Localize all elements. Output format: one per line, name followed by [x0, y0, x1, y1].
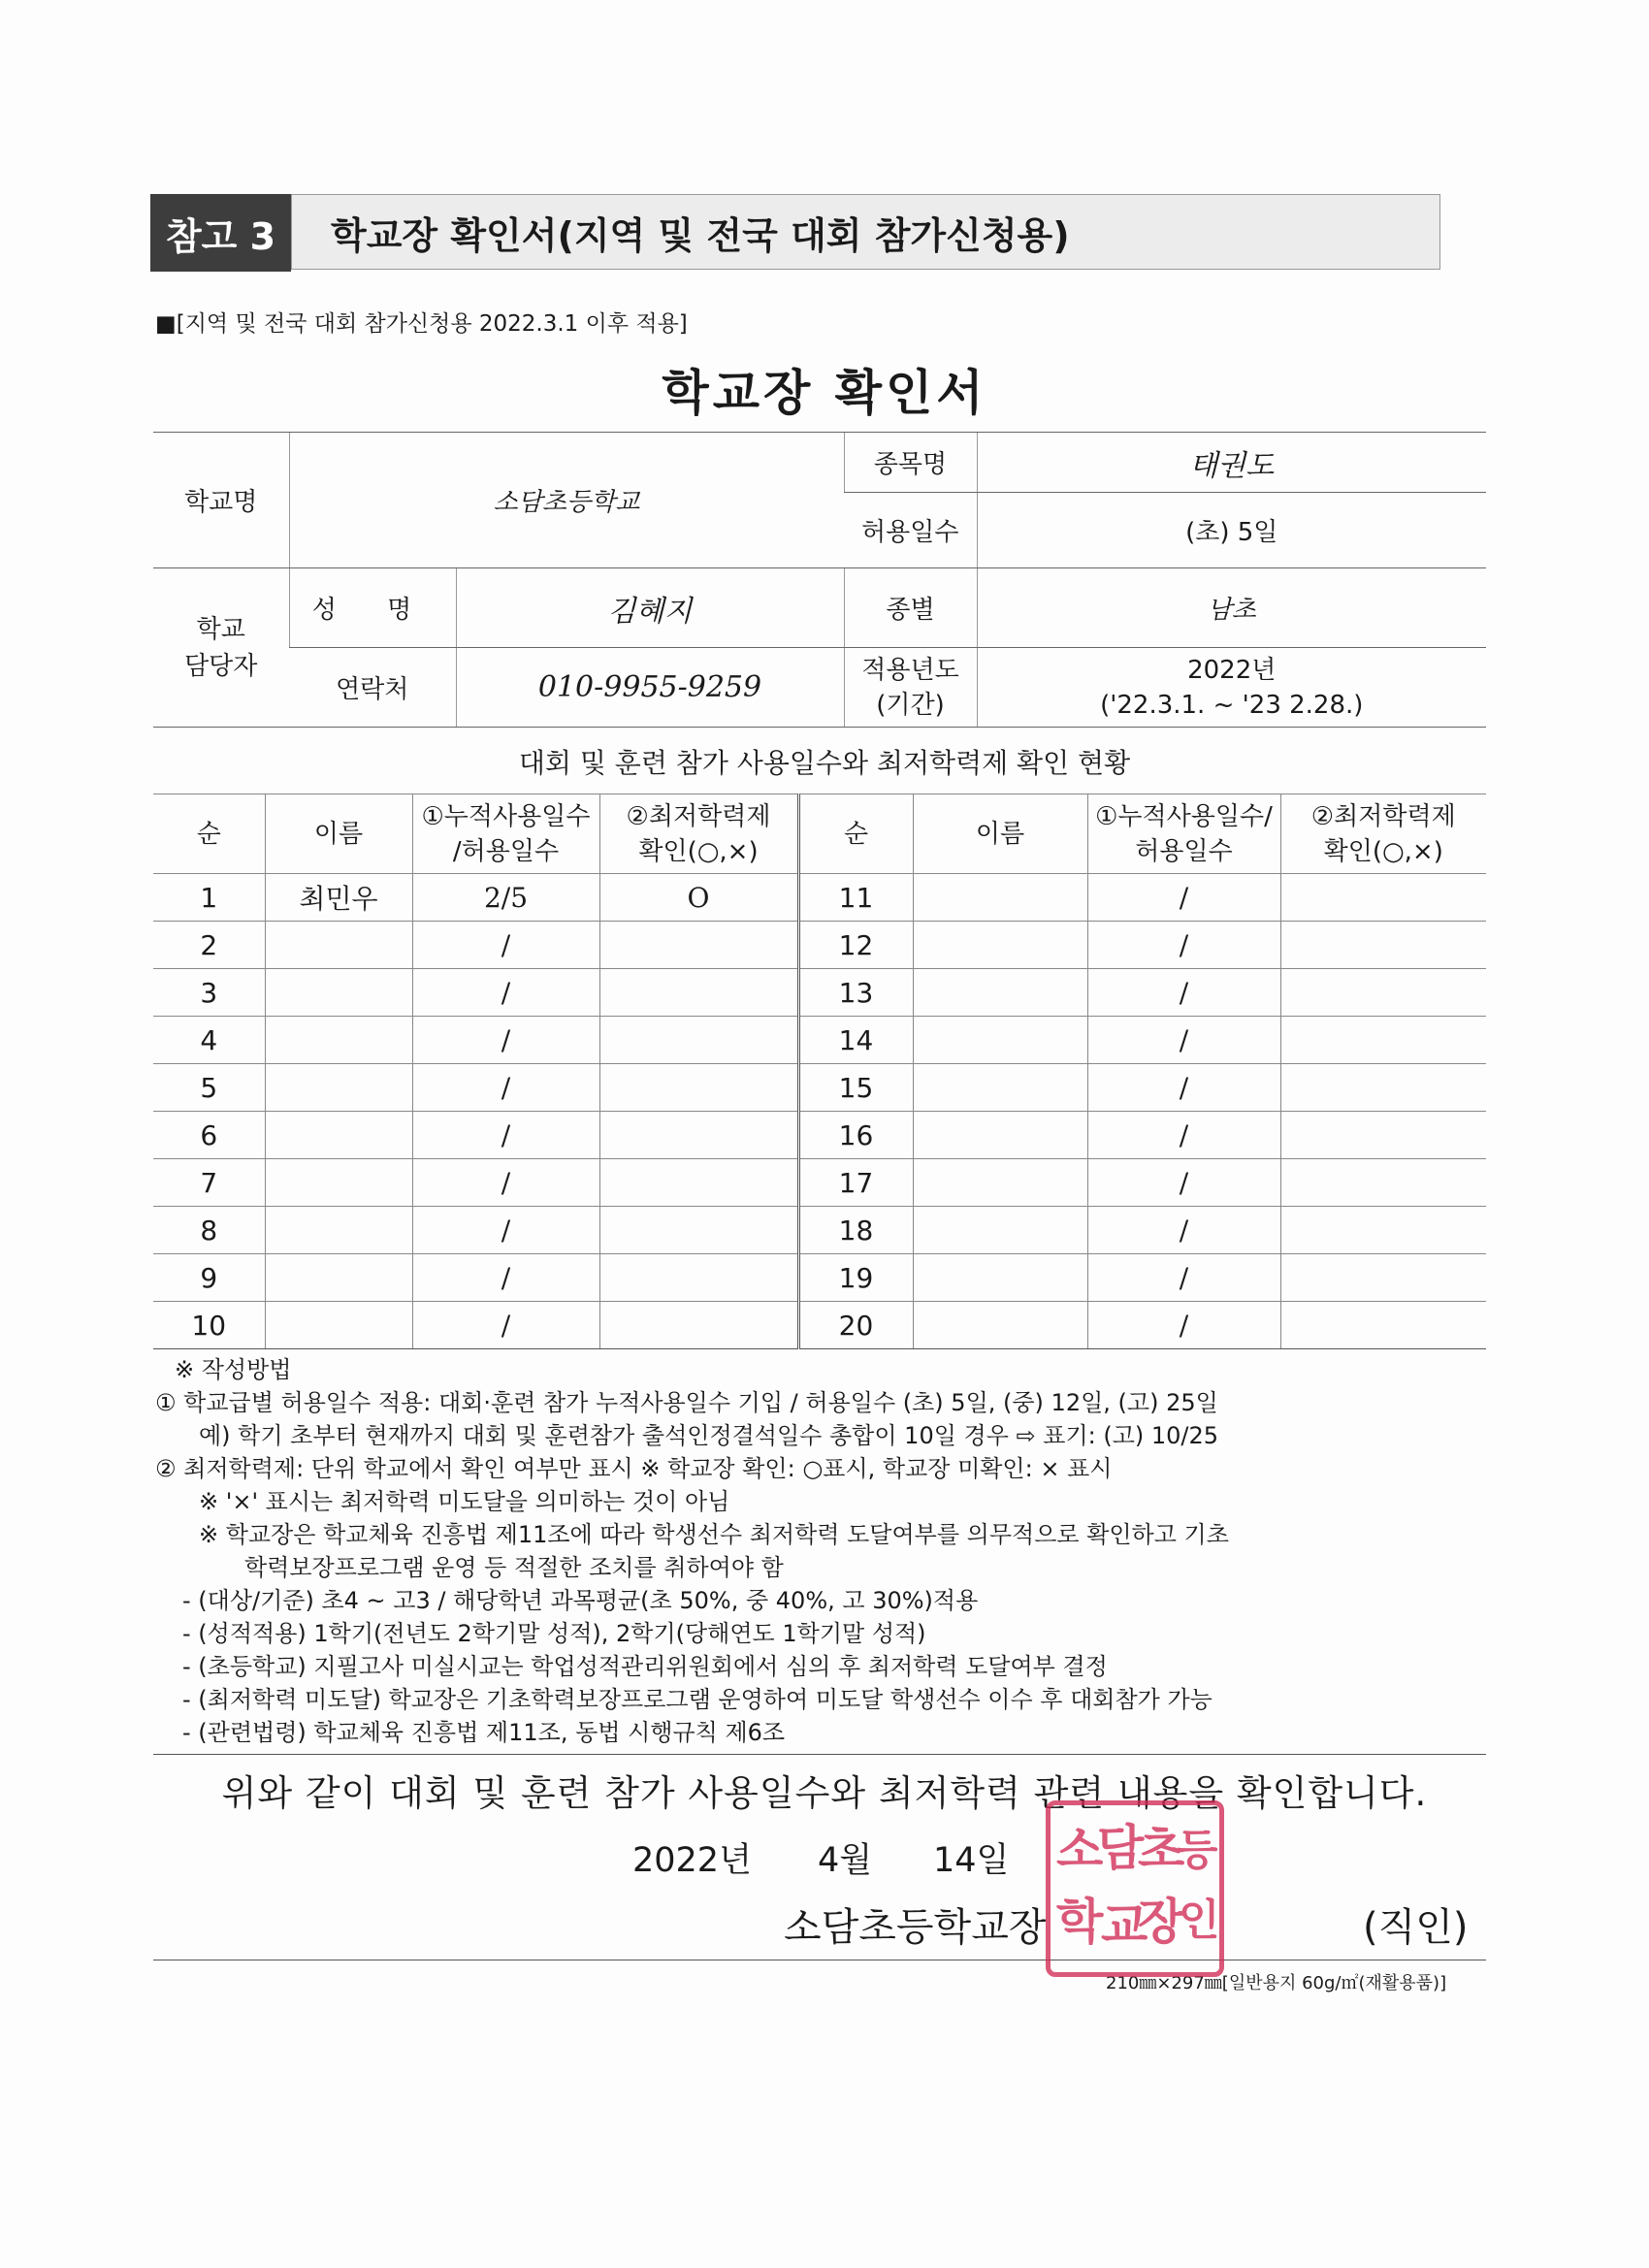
row-seq: 6: [153, 1112, 265, 1159]
table-row: [153, 1017, 1486, 1064]
year-value: 2022년: [1187, 655, 1277, 685]
row-name: [265, 1254, 412, 1302]
table-row: [153, 874, 1486, 922]
row-name: [265, 1159, 412, 1207]
header-min-academic: ②최저학력제 확인(○,×): [599, 794, 798, 874]
table-row: [153, 1064, 1486, 1112]
row-used-days-right: /: [1087, 1159, 1280, 1207]
row-name-right: [913, 1302, 1087, 1349]
row-seq: 3: [153, 969, 265, 1017]
reference-badge: 참고 3: [150, 194, 291, 272]
header-seq-right: 순: [798, 794, 913, 874]
table-row: [153, 1207, 1486, 1254]
date-year: 2022년: [632, 1841, 752, 1880]
row-seq-right: 11: [798, 874, 913, 922]
row-seq: 10: [153, 1302, 265, 1349]
row-used-days: /: [412, 1064, 599, 1112]
row-min-academic-right: [1280, 1207, 1486, 1254]
row-name-right: [913, 969, 1087, 1017]
row-name-right: [913, 1064, 1087, 1112]
header-used-days: ①누적사용일수 /허용일수: [412, 794, 599, 874]
row-used-days: /: [412, 969, 599, 1017]
row-seq: 7: [153, 1159, 265, 1207]
stamp-char: 소: [1056, 1822, 1104, 1878]
row-seq: 8: [153, 1207, 265, 1254]
contact-value: 010-9955-9259: [456, 648, 844, 728]
row-name: 최민우: [265, 874, 412, 922]
manager-name-value: 김혜지: [456, 568, 844, 648]
row-name-right: [913, 1112, 1087, 1159]
contact-label: 연락처: [289, 648, 456, 728]
note-line: ※ '×' 표시는 최저학력 미도달을 의미하는 것이 아님: [199, 1488, 730, 1515]
section-heading: 대회 및 훈련 참가 사용일수와 최저학력제 확인 현황: [518, 747, 1131, 779]
official-seal-stamp: [1046, 1800, 1224, 1977]
row-seq-right: 18: [798, 1207, 913, 1254]
row-name: [265, 1302, 412, 1349]
seal-label: (직인): [1363, 1905, 1469, 1950]
period-value: ('22.3.1. ~ '23 2.28.): [1100, 690, 1364, 720]
header-min-academic-right: ②최저학력제 확인(○,×): [1280, 794, 1486, 874]
notes-heading: ※ 작성방법: [175, 1356, 292, 1383]
confirmation-text: 위와 같이 대회 및 훈련 참가 사용일수와 최저학력 관련 내용을 확인합니다.: [221, 1772, 1428, 1814]
school-name-label: 학교명: [153, 433, 289, 568]
date-day: 14일: [933, 1841, 1010, 1880]
row-name-right: [913, 1207, 1087, 1254]
row-used-days: /: [412, 1207, 599, 1254]
allowed-days-value: (초) 5일: [977, 493, 1486, 568]
stamp-char: 등: [1177, 1826, 1218, 1875]
row-min-academic-right: [1280, 1017, 1486, 1064]
instructions: [155, 1353, 1504, 1749]
row-seq-right: 15: [798, 1064, 913, 1112]
table-row: [153, 1254, 1486, 1302]
row-used-days: /: [412, 1302, 599, 1349]
row-name-right: [913, 1159, 1087, 1207]
year-cell: [977, 648, 1486, 728]
stamp-char: 인: [1179, 1895, 1220, 1945]
table-row: [153, 1159, 1486, 1207]
table-row: [153, 1112, 1486, 1159]
note-line: ※ 학교장은 학교체육 진흥법 제11조에 따라 학생선수 최저학력 도달여부를 의무적으로 확인하고 기초: [199, 1521, 1229, 1548]
document-title: 학교장 확인서: [662, 365, 987, 421]
reference-title: 학교장 확인서(지역 및 전국 대회 참가신청용): [291, 194, 1440, 270]
row-min-academic: [599, 1302, 798, 1349]
year-label: 적용년도 (기간): [844, 648, 977, 728]
note-line: - (초등학교) 지필고사 미실시교는 학업성적관리위원회에서 심의 후 최저학력 도달여부 결정: [182, 1653, 1108, 1680]
row-min-academic-right: [1280, 1302, 1486, 1349]
usage-table: [153, 794, 1486, 1349]
allowed-days-label: 허용일수: [844, 493, 977, 568]
row-name: [265, 922, 412, 969]
school-name-value: 소담초등학교: [289, 433, 844, 568]
row-min-academic: [599, 1254, 798, 1302]
header-seq: 순: [153, 794, 265, 874]
stamp-char: 장: [1138, 1894, 1185, 1950]
row-min-academic-right: [1280, 1112, 1486, 1159]
category-value: 남초: [977, 568, 1486, 648]
note-line: 학력보장프로그램 운영 등 적절한 조치를 취하여야 함: [244, 1554, 784, 1581]
row-name: [265, 1112, 412, 1159]
table-row: [153, 969, 1486, 1017]
row-min-academic: O: [599, 874, 798, 922]
row-min-academic-right: [1280, 1159, 1486, 1207]
row-used-days: /: [412, 1159, 599, 1207]
row-name-right: [913, 922, 1087, 969]
row-min-academic: [599, 969, 798, 1017]
row-used-days-right: /: [1087, 1064, 1280, 1112]
row-used-days-right: /: [1087, 1254, 1280, 1302]
note-line: - (관련법령) 학교체육 진흥법 제11조, 동법 시행규칙 제6조: [182, 1719, 786, 1746]
row-min-academic-right: [1280, 1254, 1486, 1302]
category-label: 종별: [844, 568, 977, 648]
sport-label: 종목명: [844, 433, 977, 493]
row-used-days: /: [412, 922, 599, 969]
row-seq-right: 12: [798, 922, 913, 969]
header-name: 이름: [265, 794, 412, 874]
row-seq: 9: [153, 1254, 265, 1302]
stamp-char: 담: [1097, 1820, 1145, 1876]
note-line: ② 최저학력제: 단위 학교에서 확인 여부만 표시 ※ 학교장 확인: ○표시, 학교장 미확인: × 표시: [155, 1455, 1113, 1482]
row-name: [265, 1064, 412, 1112]
row-min-academic-right: [1280, 969, 1486, 1017]
applicability-note: ■[지역 및 전국 대회 참가신청용 2022.3.1 이후 적용]: [155, 311, 688, 337]
table-row: [153, 1302, 1486, 1349]
row-name-right: [913, 1017, 1087, 1064]
row-used-days: /: [412, 1112, 599, 1159]
row-used-days-right: /: [1087, 1207, 1280, 1254]
row-seq-right: 17: [798, 1159, 913, 1207]
row-seq: 4: [153, 1017, 265, 1064]
table-row: [153, 922, 1486, 969]
row-min-academic: [599, 1159, 798, 1207]
note-line: - (최저학력 미도달) 학교장은 기초학력보장프로그램 운영하여 미도달 학생선수 이수 후 대회참가 가능: [182, 1686, 1212, 1713]
note-line: ① 학교급별 허용일수 적용: 대회·훈련 참가 누적사용일수 기입 / 허용일수 (초) 5일, (중) 12일, (고) 25일: [155, 1389, 1218, 1416]
row-used-days: 2/5: [412, 874, 599, 922]
paper-spec: 210㎜×297㎜[일반용지 60g/㎡(재활용품)]: [1106, 1973, 1447, 1993]
row-used-days-right: /: [1087, 1112, 1280, 1159]
row-used-days: /: [412, 1254, 599, 1302]
row-min-academic: [599, 1017, 798, 1064]
row-used-days-right: /: [1087, 1017, 1280, 1064]
sport-value: 태권도: [977, 433, 1486, 493]
note-line: 예) 학기 초부터 현재까지 대회 및 훈련참가 출석인정결석일수 총합이 10일 경우 ⇨ 표기: (고) 10/25: [199, 1422, 1219, 1449]
note-line: - (대상/기준) 초4 ~ 고3 / 해당학년 과목평균(초 50%, 중 40%, 고 30%)적용: [182, 1587, 979, 1614]
row-min-academic-right: [1280, 1064, 1486, 1112]
stamp-char: 교: [1101, 1897, 1148, 1954]
row-min-academic: [599, 922, 798, 969]
row-min-academic: [599, 1112, 798, 1159]
header-name-right: 이름: [913, 794, 1087, 874]
row-seq-right: 16: [798, 1112, 913, 1159]
row-seq-right: 13: [798, 969, 913, 1017]
stamp-char: 초: [1138, 1822, 1185, 1878]
note-line: - (성적적용) 1학기(전년도 2학기말 성적), 2학기(당해연도 1학기말 성적): [182, 1620, 926, 1647]
row-min-academic: [599, 1207, 798, 1254]
date-month: 4월: [818, 1841, 873, 1880]
row-name-right: [913, 874, 1087, 922]
row-min-academic: [599, 1064, 798, 1112]
row-seq: 1: [153, 874, 265, 922]
row-min-academic-right: [1280, 874, 1486, 922]
row-seq-right: 20: [798, 1302, 913, 1349]
stamp-char: 학: [1056, 1894, 1104, 1950]
row-used-days-right: /: [1087, 1302, 1280, 1349]
row-min-academic-right: [1280, 922, 1486, 969]
header-used-days-right: ①누적사용일수/ 허용일수: [1087, 794, 1280, 874]
row-seq: 5: [153, 1064, 265, 1112]
row-used-days-right: /: [1087, 969, 1280, 1017]
row-name: [265, 1017, 412, 1064]
row-name: [265, 969, 412, 1017]
row-seq: 2: [153, 922, 265, 969]
school-info-table: [153, 432, 1486, 728]
manager-label: 학교 담당자: [153, 568, 289, 728]
row-name: [265, 1207, 412, 1254]
row-used-days: /: [412, 1017, 599, 1064]
divider: [153, 1754, 1486, 1755]
row-used-days-right: /: [1087, 874, 1280, 922]
principal-name: 소담초등학교장: [784, 1905, 1047, 1950]
row-seq-right: 19: [798, 1254, 913, 1302]
row-name-right: [913, 1254, 1087, 1302]
row-used-days-right: /: [1087, 922, 1280, 969]
manager-name-label: 성 명: [289, 568, 456, 648]
row-seq-right: 14: [798, 1017, 913, 1064]
